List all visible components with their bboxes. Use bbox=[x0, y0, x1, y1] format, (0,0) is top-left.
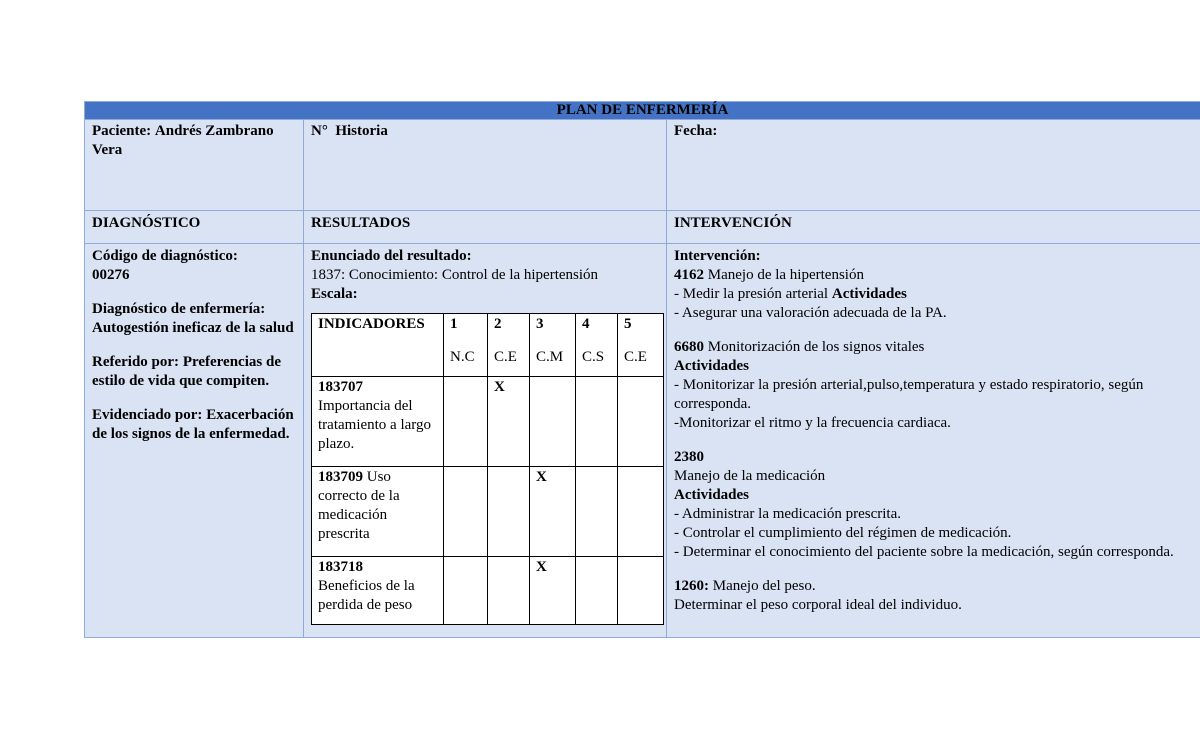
referido-value: Preferencias de estilo de vida que compiten. bbox=[92, 354, 281, 389]
indicator-cell bbox=[312, 467, 444, 557]
plan-title: PLAN DE ENFERMERÍA bbox=[85, 102, 1200, 120]
scale-num: 2 bbox=[494, 316, 502, 332]
table-row bbox=[312, 377, 664, 467]
scale-col-2 bbox=[488, 314, 530, 377]
scale-col-3 bbox=[530, 314, 576, 377]
activity-line: - Controlar el cumplimiento del régimen de medicación. bbox=[674, 525, 1012, 541]
patient-cell bbox=[85, 120, 304, 211]
scale-col-4 bbox=[576, 314, 618, 377]
indicators-table bbox=[311, 313, 664, 625]
mark-cell bbox=[488, 557, 530, 625]
indicadores-header bbox=[312, 314, 444, 377]
activity-line: - Medir la presión arterial bbox=[674, 286, 829, 302]
header-diagnostico-label: DIAGNÓSTICO bbox=[92, 215, 201, 231]
scale-col-1 bbox=[444, 314, 488, 377]
scale-num: 1 bbox=[450, 316, 458, 332]
mark-cell bbox=[530, 377, 576, 467]
evidenciado-label: Evidenciado por: bbox=[92, 407, 203, 423]
intervention-code: 1260: bbox=[674, 578, 709, 594]
mark-cell bbox=[618, 467, 664, 557]
care-plan-table bbox=[84, 101, 1200, 638]
indicator-cell bbox=[312, 557, 444, 625]
mark-cell bbox=[444, 557, 488, 625]
intervention-name: Manejo de la medicación bbox=[674, 468, 826, 484]
scale-num: 5 bbox=[624, 316, 632, 332]
mark-cell bbox=[576, 467, 618, 557]
intervention-name: Manejo de la hipertensión bbox=[707, 267, 864, 283]
mark-cell bbox=[488, 467, 530, 557]
intervention-code: 6680 bbox=[674, 339, 704, 355]
indicator-text: Beneficios de la perdida de peso bbox=[318, 578, 415, 613]
header-resultados-label: RESULTADOS bbox=[311, 215, 411, 231]
mark-cell: X bbox=[530, 557, 576, 625]
mark-cell bbox=[618, 377, 664, 467]
scale-abbr: C.S bbox=[582, 349, 605, 365]
activities-label: Actividades bbox=[674, 487, 749, 503]
activity-line: - Administrar la medicación prescrita. bbox=[674, 506, 901, 522]
indicator-cell bbox=[312, 377, 444, 467]
mark-cell bbox=[444, 377, 488, 467]
mark-cell bbox=[444, 467, 488, 557]
table-row bbox=[312, 557, 664, 625]
indicators-header-row bbox=[312, 314, 664, 377]
activity-line: - Determinar el conocimiento del paciente sobre la medicación, según corresponda. bbox=[674, 544, 1174, 560]
mark-cell bbox=[576, 557, 618, 625]
intervention-name: Monitorización de los signos vitales bbox=[707, 339, 925, 355]
dx-value: Autogestión ineficaz de la salud bbox=[92, 320, 294, 336]
table-row bbox=[312, 467, 664, 557]
patient-label: Paciente: bbox=[92, 123, 152, 139]
scale-num: 4 bbox=[582, 316, 590, 332]
intervention-code: 4162 bbox=[674, 267, 704, 283]
header-intervencion-label: INTERVENCIÓN bbox=[674, 215, 792, 231]
fecha-label: Fecha: bbox=[674, 123, 718, 139]
indicator-code: 183718 bbox=[318, 559, 363, 575]
header-intervencion bbox=[667, 211, 1200, 244]
mark-cell: X bbox=[530, 467, 576, 557]
scale-abbr: C.M bbox=[536, 349, 564, 365]
scale-abbr: C.E bbox=[494, 349, 517, 365]
diagnostico-cell bbox=[85, 244, 304, 638]
scale-abbr: N.C bbox=[450, 349, 475, 365]
codigo-value: 00276 bbox=[92, 267, 130, 283]
indicator-text: Uso correcto de la medicación prescrita bbox=[318, 469, 400, 542]
indicator-text: Importancia del tratamiento a largo plazo. bbox=[318, 398, 432, 452]
historia-label: N° Historia bbox=[311, 123, 388, 139]
escala-label: Escala: bbox=[311, 286, 358, 302]
scale-abbr: C.E bbox=[624, 349, 647, 365]
indicator-code: 183709 bbox=[318, 469, 363, 485]
activity-line: - Monitorizar la presión arterial,pulso,temperatura y estado respiratorio, según corresponda. bbox=[674, 377, 1144, 412]
codigo-label: Código de diagnóstico: bbox=[92, 248, 238, 264]
intervention-code: 2380 bbox=[674, 449, 704, 465]
intervencion-cell bbox=[667, 244, 1200, 638]
care-plan-document bbox=[84, 101, 1200, 638]
indicadores-header-label: INDICADORES bbox=[318, 316, 425, 332]
enunciado-value: 1837: Conocimiento: Control de la hipertensión bbox=[311, 267, 599, 283]
enunciado-label: Enunciado del resultado: bbox=[311, 248, 472, 264]
indicator-code: 183707 bbox=[318, 379, 363, 395]
mark-cell: X bbox=[488, 377, 530, 467]
activity-line: - Asegurar una valoración adecuada de la PA. bbox=[674, 305, 947, 321]
patient-name: Andrés Zambrano Vera bbox=[92, 123, 274, 158]
evidenciado-value: Exacerbación de los signos de la enfermedad. bbox=[92, 407, 294, 442]
mark-cell bbox=[576, 377, 618, 467]
fecha-cell bbox=[667, 120, 1200, 211]
dx-label: Diagnóstico de enfermería: bbox=[92, 301, 266, 317]
header-resultados bbox=[304, 211, 667, 244]
activities-label: Actividades bbox=[831, 286, 907, 302]
mark-cell bbox=[618, 557, 664, 625]
intervencion-label: Intervención: bbox=[674, 248, 761, 264]
historia-cell bbox=[304, 120, 667, 211]
referido-label: Referido por: bbox=[92, 354, 180, 370]
activity-line: -Monitorizar el ritmo y la frecuencia cardiaca. bbox=[674, 415, 951, 431]
activity-line: Determinar el peso corporal ideal del individuo. bbox=[674, 597, 962, 613]
scale-num: 3 bbox=[536, 316, 544, 332]
resultados-cell bbox=[304, 244, 667, 638]
activities-label: Actividades bbox=[674, 358, 749, 374]
intervention-name: Manejo del peso. bbox=[712, 578, 816, 594]
header-diagnostico bbox=[85, 211, 304, 244]
scale-col-5 bbox=[618, 314, 664, 377]
